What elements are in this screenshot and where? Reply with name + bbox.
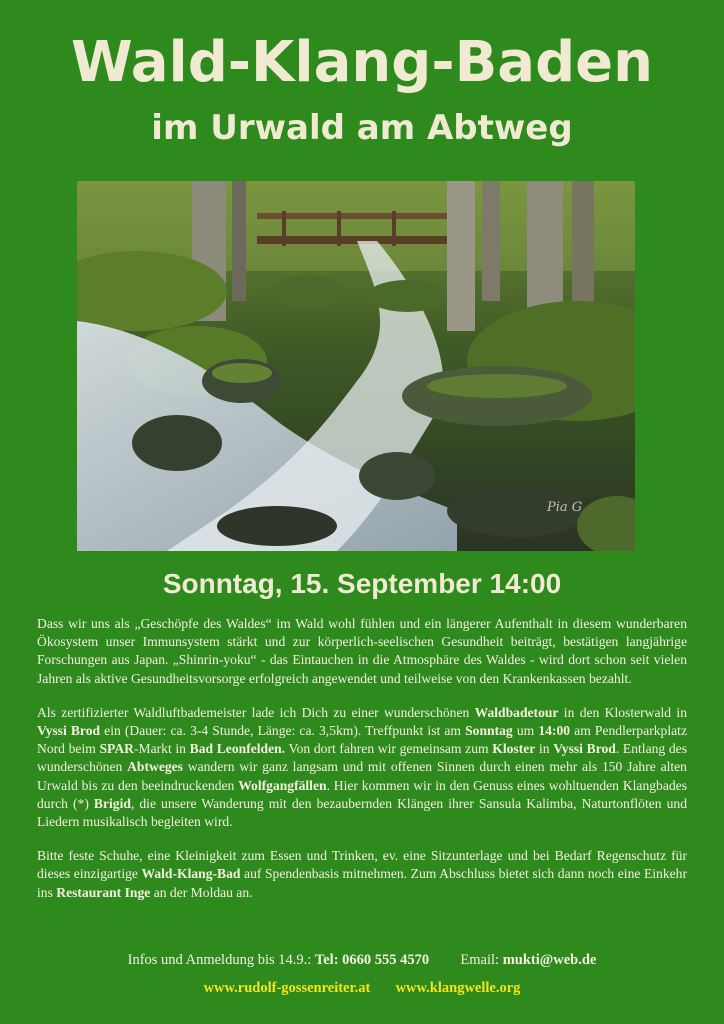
bring-along-paragraph: Bitte feste Schuhe, eine Kleinigkeit zum Essen und Trinken, ev. eine Sitzunterlage und bei Bedarf Regenschutz für dieses einzigartige Wald-Klang-Bad auf Spendenbasis mitnehmen. Zum Abschluss bietet sich dann noch eine Einkehr ins Restaurant Inge an der Moldau an. [37,848,687,900]
page-subtitle: im Urwald am Abtweg [151,108,573,148]
forest-stream-photo [77,181,635,551]
page-title: Wald-Klang-Baden [70,30,654,95]
contact-info-label: Infos und Anmeldung bis 14.9.: [127,952,312,968]
contact-line [0,952,724,969]
email-address[interactable]: mukti@web.de [502,952,597,968]
tour-paragraph: Als zertifizierter Waldluftbademeister lade ich Dich zu einer wunderschönen Waldbadetour in den Klosterwald in Vyssi Brod ein (Dauer: ca. 3-4 Stunde, Länge: ca. 3,5km). Treffpunkt ist am Sonntag um 14:00 am Pendlerparkplatz Nord beim SPAR-Markt in Bad Leonfelden. Von dort fahren wir gemeinsam zum Kloster in Vyssi Brod. Entlang des wunderschönen Abtweges wandern wir ganz langsam und mit offenen Sinnen durch einen mehr als 150 Jahre alten Urwald bis zu den beeindruckenden Wolfgangfällen. Hier kommen wir in den Genuss eines wohltuenden Klangbades durch (*) Brigid, die unsere Wanderung mit den bezaubernden Klängen ihrer Sansula Kalimba, Naturtonflöten und Liedern musikalisch begleiten wird. [37,704,688,830]
intro-paragraph: Dass wir uns als „Geschöpfe des Waldes“ im Wald wohl fühlen und ein längerer Aufenthalt in diesem wunderbaren Ökosystem unser Immunsystem stärkt und zur körperlich-seelischen Gesundheit beiträgt, bestätigen langjährige Forschungen aus Japan. „Shinrin-yoku“ - das Eintauchen in die Atmosphäre des Waldes - wird dort schon seit vielen Jahren als aktive Gesundheitsvorsorge erfolgreich angewendet und teilweise von den Krankenkassen bezahlt. [37,616,687,686]
email-label: Email: [460,952,500,968]
website-links [0,980,724,997]
website-link-klangwelle[interactable]: www.klangwelle.org [395,980,521,996]
description-body [37,615,687,918]
website-link-gossenreiter[interactable]: www.rudolf-gossenreiter.at [203,980,371,996]
event-date: Sonntag, 15. September 14:00 [162,568,562,599]
photo-watermark: Pia G [547,500,583,515]
phone-number[interactable]: Tel: 0660 555 4570 [314,952,430,968]
